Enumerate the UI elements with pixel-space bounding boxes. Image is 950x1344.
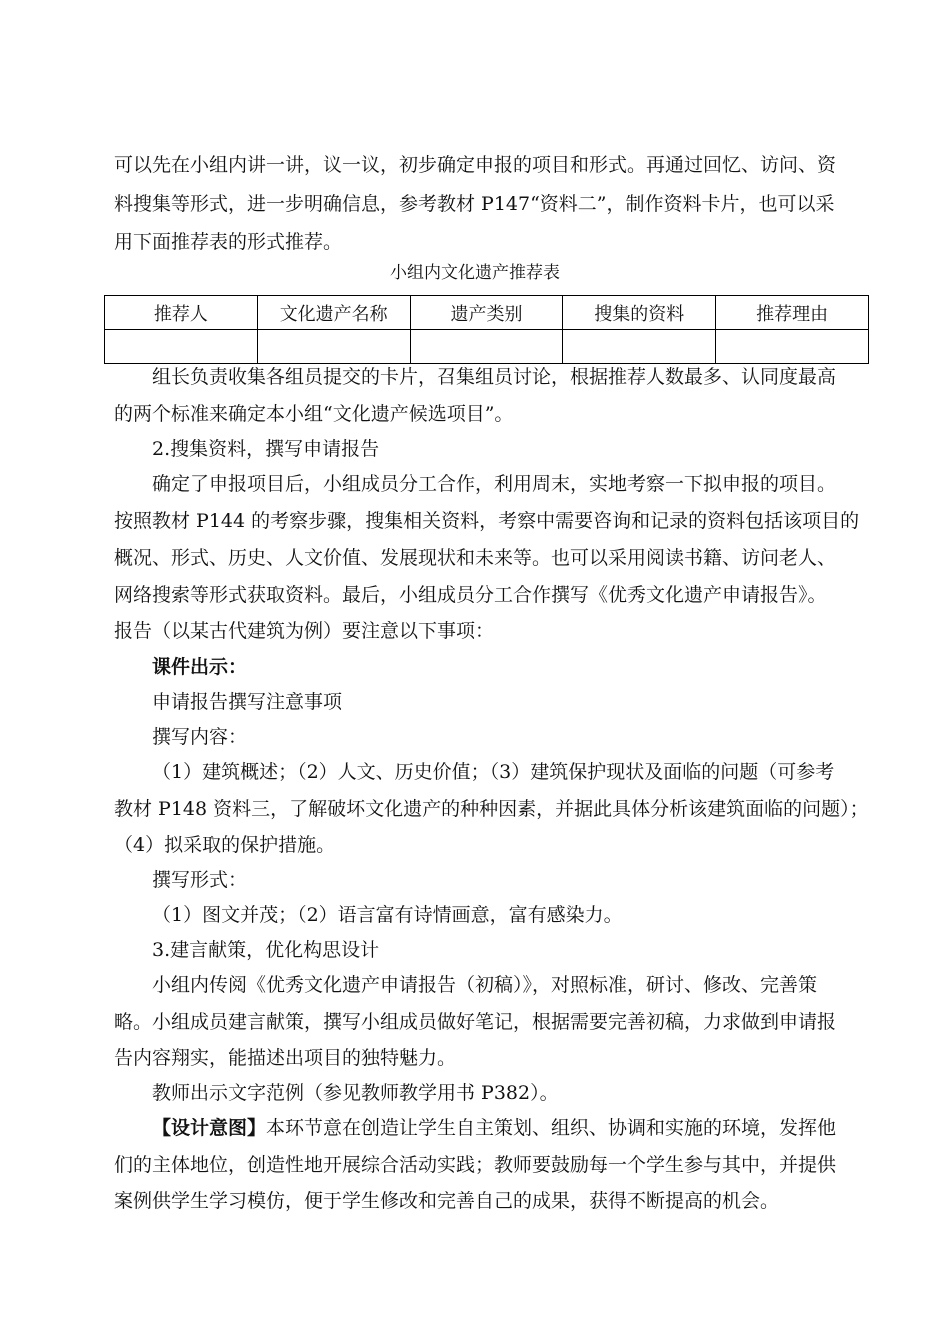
paragraph-line: 略。小组成员建言献策，撰写小组成员做好笔记，根据需要完善初稿，力求做到申请报	[114, 1011, 837, 1033]
paragraph-line: 确定了申报项目后，小组成员分工合作，利用周末，实地考察一下拟申报的项目。	[152, 473, 837, 495]
paragraph-line: 小组内传阅《优秀文化遗产申请报告（初稿）》，对照标准，研讨、修改、完善策	[152, 974, 818, 996]
paragraph-line: 料搜集等形式，进一步明确信息，参考教材 P147“资料二”，制作资料卡片，也可以采	[114, 193, 835, 215]
table-row	[105, 330, 869, 364]
paragraph-line: 的两个标准来确定本小组“文化遗产候选项目”。	[114, 403, 514, 425]
paragraph-line: 们的主体地位，创造性地开展综合活动实践；教师要鼓励每一个学生参与其中，并提供	[114, 1154, 837, 1176]
paragraph-line: 教师出示文字范例（参见教师教学用书 P382）。	[152, 1082, 559, 1104]
paragraph-line: 告内容翔实，能描述出项目的独特魅力。	[114, 1047, 457, 1069]
recommendation-table	[104, 295, 869, 364]
paragraph-text: 本环节意在创造让学生自主策划、组织、协调和实施的环境，发挥他	[266, 1117, 837, 1139]
courseware-label: 课件出示：	[152, 656, 248, 678]
content-label: 撰写内容：	[152, 726, 248, 748]
table-caption: 小组内文化遗产推荐表	[390, 263, 560, 283]
design-intent-label: 【设计意图】	[152, 1117, 267, 1139]
paragraph-line: 报告（以某古代建筑为例）要注意以下事项：	[114, 620, 495, 642]
paragraph-line: 可以先在小组内讲一讲，议一议，初步确定申报的项目和形式。再通过回忆、访问、资	[114, 154, 837, 176]
paragraph-line: 案例供学生学习模仿，便于学生修改和完善自己的成果，获得不断提高的机会。	[114, 1190, 780, 1212]
paragraph-line: 教材 P148 资料三，了解破坏文化遗产的种种因素，并据此具体分析该建筑面临的问题）；	[114, 798, 869, 820]
section-heading: 2.搜集资料，撰写申请报告	[152, 438, 380, 460]
notice-title: 申请报告撰写注意事项	[152, 691, 343, 713]
paragraph-line: （1）图文并茂；（2）语言富有诗情画意，富有感染力。	[152, 904, 623, 926]
table-header-cell: 遗产类别	[410, 296, 563, 330]
table-header-row	[105, 296, 869, 330]
paragraph-line: （1）建筑概述；（2）人文、历史价值；（3）建筑保护现状及面临的问题（可参考	[152, 761, 835, 783]
table-cell	[105, 330, 258, 364]
table-cell	[563, 330, 716, 364]
paragraph-line: 概况、形式、历史、人文价值、发展现状和未来等。也可以采用阅读书籍、访问老人、	[114, 547, 837, 569]
table-cell	[410, 330, 563, 364]
design-intent-line	[152, 1111, 852, 1145]
paragraph-line: （4）拟采取的保护措施。	[114, 834, 336, 856]
paragraph-line: 按照教材 P144 的考察步骤，搜集相关资料，考察中需要咨询和记录的资料包括该项目的	[114, 510, 860, 532]
table-header-cell: 推荐人	[105, 296, 258, 330]
table-header-cell: 文化遗产名称	[257, 296, 410, 330]
paragraph-line: 用下面推荐表的形式推荐。	[114, 231, 343, 253]
paragraph-line: 网络搜索等形式获取资料。最后，小组成员分工合作撰写《优秀文化遗产申请报告》。	[114, 584, 827, 606]
paragraph-line: 组长负责收集各组员提交的卡片，召集组员讨论，根据推荐人数最多、认同度最高	[152, 366, 837, 388]
section-heading: 3.建言献策，优化构思设计	[152, 939, 380, 961]
table-cell	[257, 330, 410, 364]
table-header-cell: 搜集的资料	[563, 296, 716, 330]
table-cell	[716, 330, 869, 364]
table-header-cell: 推荐理由	[716, 296, 869, 330]
form-label: 撰写形式：	[152, 869, 248, 891]
